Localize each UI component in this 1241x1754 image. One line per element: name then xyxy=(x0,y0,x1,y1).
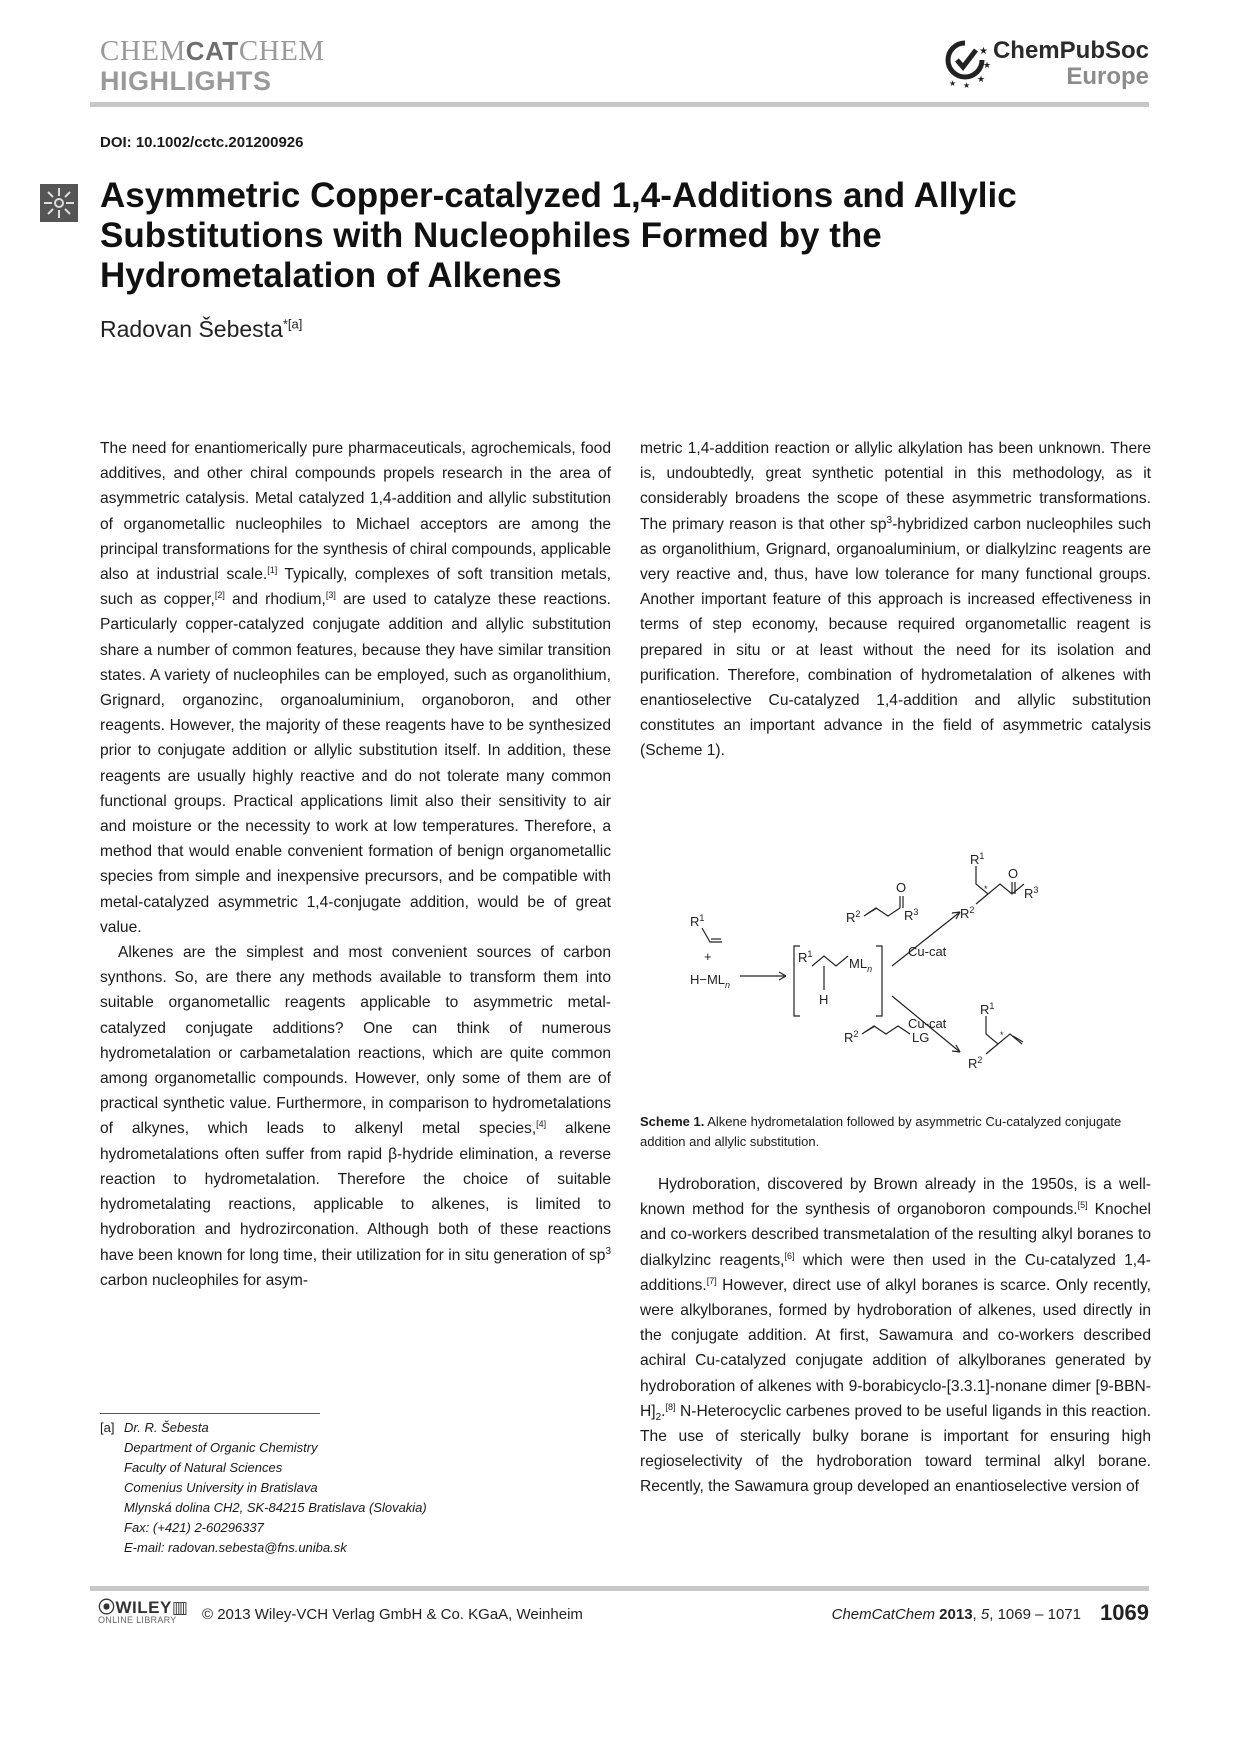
citation-link[interactable]: [3] xyxy=(325,590,336,601)
svg-text:+: + xyxy=(704,949,712,964)
svg-text:MLn: $ML_n$ xyxy=(849,956,873,974)
citation-link[interactable]: [7] xyxy=(706,1275,717,1286)
svg-text:*: * xyxy=(984,884,988,894)
svg-text:R2: $R^2$ xyxy=(968,1055,983,1071)
header-rule xyxy=(90,102,1149,107)
svg-text:★: ★ xyxy=(976,74,986,84)
svg-text:LG: LG xyxy=(912,1030,930,1045)
journal-brand xyxy=(100,36,325,96)
svg-text:R2: $R^2$ xyxy=(844,1029,859,1045)
svg-text:Cu-cat: Cu-cat xyxy=(908,944,947,959)
paragraph: metric 1,4-addition reaction or allylic alkylation has been unknown. There is, undoubtedly, great synthetic potential in this methodology, as it considerably broadens the scope of these asymmetric transformations. The primary reason is that other $sp^3$-hybridized carbon nucleophiles such as organolithium, Grignard, organoaluminium, or dialkylzinc reagents are very reactive and, thus, have low tolerance for many functional groups. Another important feature of this approach is increased effectiveness in terms of step economy, because required organometallic reagent is prepared in situ or at least without the need for its isolation and purification. Therefore, combination of hydrometalation of alkenes with enantioselective Cu-catalyzed 1,4-addition and allylic substitution constitutes an important advance in the field of asymmetric catalysis (Scheme 1). xyxy=(640,440,1151,760)
svg-text:O: O xyxy=(1008,866,1019,881)
citation-link[interactable]: [1] xyxy=(267,564,278,575)
citation-link[interactable]: [8] xyxy=(665,1401,676,1412)
citation-link[interactable]: [4] xyxy=(536,1119,547,1130)
svg-text:R1: $R^1$ xyxy=(690,913,705,929)
svg-text:★: ★ xyxy=(978,46,988,57)
page-number: 1069 xyxy=(1100,1600,1149,1625)
svg-text:*: * xyxy=(1000,1030,1004,1040)
footnote-rule xyxy=(100,1413,320,1414)
copyright: © 2013 Wiley-VCH Verlag GmbH & Co. KGaA, Weinheim xyxy=(202,1606,583,1623)
highlight-section-icon xyxy=(40,184,78,222)
svg-text:R2: $R^2$ xyxy=(960,905,975,921)
citation-link[interactable]: [5] xyxy=(1077,1200,1088,1211)
right-column xyxy=(640,436,1151,764)
svg-text:★: ★ xyxy=(948,79,957,88)
svg-text:Cu-cat: Cu-cat xyxy=(908,1016,947,1031)
svg-text:H−MLn: $H-ML_n$ xyxy=(690,972,731,990)
author xyxy=(100,316,302,343)
svg-text:R1: $R^1$ xyxy=(970,851,985,867)
publisher-brand xyxy=(943,38,1149,90)
wiley-logo: ⦿WILEY▥ ONLINE LIBRARY xyxy=(98,1598,189,1625)
book-icon: ▥ xyxy=(171,1598,189,1617)
journal-name: CHEMCATCHEM xyxy=(100,35,325,67)
svg-text:O: O xyxy=(896,880,907,895)
svg-text:R3: $R^3$ xyxy=(904,907,919,923)
footer-rule xyxy=(90,1586,1149,1591)
scheme-caption-label: Scheme 1. xyxy=(640,1114,705,1129)
paragraph: Hydroboration, discovered by Brown already in the 1950s, is a well-known method for the synthesis of organoboron compounds.[5] Knochel and co-workers described transmetalation of the resulting alkyl boranes to dialkylzinc reagents,[6] which were then used in the Cu-catalyzed 1,4-additions.[7] However, direct use of alkyl boranes is scarce. Only recently, were alkylboranes, formed by hydroboration of alkenes, used directly in the conjugate addition. At first, Sawamura and co-workers described achiral Cu-catalyzed conjugate addition of alkylboranes generated by hydroboration of alkenes with 9-borabicyclo-[3.3.1]-nonane dimer $[9-BBN-H]_2.[8]$ N-Heterocyclic carbenes proved to be useful ligands in this reaction. The use of sterically bulky borane is important for ensuring high regioselectivity of the hydroboration toward terminal alkyl borane. Recently, the Sawamura group developed an enantioselective version of xyxy=(640,1176,1152,1496)
journal-citation: ChemCatChem 2013, 5, 1069 – 1071 xyxy=(831,1606,1081,1623)
svg-text:H: H xyxy=(819,992,829,1007)
footnote-tag: [a] xyxy=(100,1420,115,1435)
paragraph: The need for enantiomerically pure pharmaceuticals, agrochemicals, food additives, and other chiral compounds propels research in the area of asymmetric catalysis. Metal catalyzed 1,4-addition and allylic substitution of organometallic nucleophiles to Michael acceptors are among the principal transformations for the synthesis of chiral compounds, applicable also at industrial scale.[1] Typically, complexes of soft transition metals, such as copper,[2] and rhodium,[3] are used to catalyze these reactions. Particularly copper-catalyzed conjugate addition and allylic substitution share a number of common features, because they have similar transition states. A variety of nucleophiles can be employed, such as organolithium, Grignard, organozinc, organoaluminium, organoboron, and other reagents. However, the majority of these reagents have to be synthesized prior to conjugate addition or allylic substitution itself. In addition, these reagents are usually highly reactive and do not tolerate many common functional groups. Practical applications limit also their sensitivity to air and moisture or the necessity to work at low temperatures. Therefore, a method that would enable convenient formation of benign organometallic species from simple and inexpensive precursors, and be compatible with metal-catalyzed asymmetric 1,4-conjugate addition, would be of great value. xyxy=(100,440,612,936)
paragraph: Alkenes are the simplest and most convenient sources of carbon synthons. So, are there any methods available to transform them into suitable organometallic reagents applicable to asymmetric metal-catalyzed conjugate additions? One can think of numerous hydrometalation or carbametalation reactions, which are quite common among organometallic compounds. However, only some of them are of practical synthetic value. Furthermore, in comparison to hydrometalations of alkynes, which leads to alkenyl metal species,[4] alkene hydrometalations often suffer from rapid β-hydride elimination, a reverse reaction to hydrometalation. Therefore the choice of suitable hydrometalating reactions, applicable to alkenes, is limited to hydroboration and hydrozirconation. Although both of these reactions have been known for long time, their utilization for in situ generation of $sp^3$ carbon nucleophiles for asym- xyxy=(100,944,611,1289)
chempubsoc-logo-icon xyxy=(943,38,992,90)
scheme-1-figure xyxy=(686,851,1106,1088)
svg-text:★: ★ xyxy=(982,60,992,70)
right-column-lower xyxy=(640,1172,1151,1500)
author-affiliation-mark: *[a] xyxy=(282,316,303,332)
author-name: Radovan Šebesta xyxy=(100,316,283,342)
svg-text:R1: $R^1$ xyxy=(980,1001,995,1017)
doi[interactable]: DOI: 10.1002/cctc.201200926 xyxy=(100,134,304,151)
citation-link[interactable]: [6] xyxy=(784,1250,795,1261)
citation-link[interactable]: [2] xyxy=(214,590,225,601)
publisher-name: ChemPubSoc xyxy=(992,37,1149,64)
section-name: HIGHLIGHTS xyxy=(100,66,272,96)
svg-text:R1: $R^1$ xyxy=(798,949,813,965)
publisher-region: Europe xyxy=(1066,63,1149,90)
left-column xyxy=(100,436,611,1293)
svg-text:R3: $R^3$ xyxy=(1024,885,1039,901)
article-title: Asymmetric Copper-catalyzed 1,4-Additions and Allylic Substitutions with Nucleophiles Formed by the Hydrometalation of Alkenes xyxy=(100,176,1017,295)
author-email[interactable]: E-mail: radovan.sebesta@fns.uniba.sk xyxy=(124,1540,347,1555)
svg-text:R2: $R^2$ xyxy=(846,909,861,925)
svg-text:★: ★ xyxy=(962,81,971,90)
affiliation-footnote: [a] Dr. R. Šebesta Department of Organic Chemistry Faculty of Natural Sciences Comenius University in Bratislava Mlynská dolina CH2, SK-84215 Bratislava (Slovakia) Fax: (+421) 2-60296337 E-mail: radovan.sebesta@fns.uniba.sk xyxy=(100,1418,427,1558)
scheme-caption: Scheme 1. Alkene hydrometalation followed by asymmetric Cu-catalyzed conjugate addition and allylic substitution. xyxy=(640,1114,1122,1149)
wiley-emblem-icon: ⦿ xyxy=(98,1598,116,1617)
